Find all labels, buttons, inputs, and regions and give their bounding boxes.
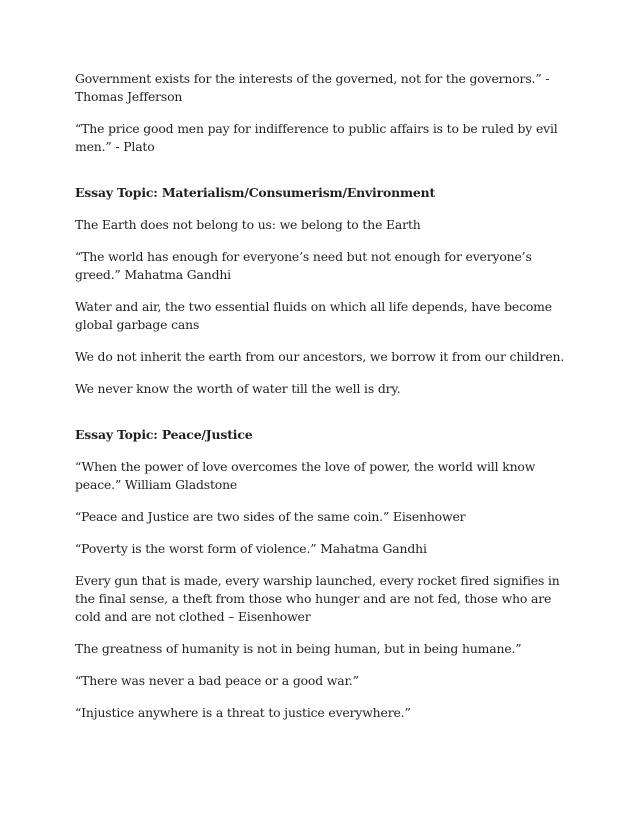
quote-gandhi-poverty: “Poverty is the worst form of violence.” Mahatma Gandhi xyxy=(75,541,427,556)
section-peace xyxy=(75,426,575,722)
quote-humanity: The greatness of humanity is not in being human, but in being humane.” xyxy=(75,641,522,656)
document-page xyxy=(75,70,575,736)
quote-water-air: Water and air, the two essential fluids on which all life depends, have become global garbage cans xyxy=(75,299,552,332)
quote-gladstone: “When the power of love overcomes the love of power, the world will know peace.” William Gladstone xyxy=(75,459,536,492)
section-government xyxy=(75,70,575,156)
quote-bad-peace: “There was never a bad peace or a good war.” xyxy=(75,673,359,688)
quote-jefferson: Government exists for the interests of the governed, not for the governors.” - Thomas Jefferson xyxy=(75,71,550,104)
section-heading-environment: Essay Topic: Materialism/Consumerism/Environment xyxy=(75,185,436,200)
quote-plato: “The price good men pay for indifference to public affairs is to be ruled by evil men.” - Plato xyxy=(75,121,558,154)
quote-worth-of-water: We never know the worth of water till the well is dry. xyxy=(75,381,401,396)
quote-eisenhower-gun: Every gun that is made, every warship launched, every rocket fired signifies in the final sense, a theft from those who hunger and are not fed, those who are cold and are not clothed – Eisenhower xyxy=(75,573,560,624)
quote-eisenhower-coin: “Peace and Justice are two sides of the same coin.” Eisenhower xyxy=(75,509,466,524)
quote-injustice: “Injustice anywhere is a threat to justice everywhere.” xyxy=(75,705,411,720)
quote-gandhi-greed: “The world has enough for everyone’s need but not enough for everyone’s greed.” Mahatma Gandhi xyxy=(75,249,532,282)
quote-inherit-earth: We do not inherit the earth from our ancestors, we borrow it from our children. xyxy=(75,349,565,364)
quote-earth-belong: The Earth does not belong to us: we belong to the Earth xyxy=(75,217,421,232)
section-heading-peace: Essay Topic: Peace/Justice xyxy=(75,427,253,442)
section-environment xyxy=(75,184,575,398)
